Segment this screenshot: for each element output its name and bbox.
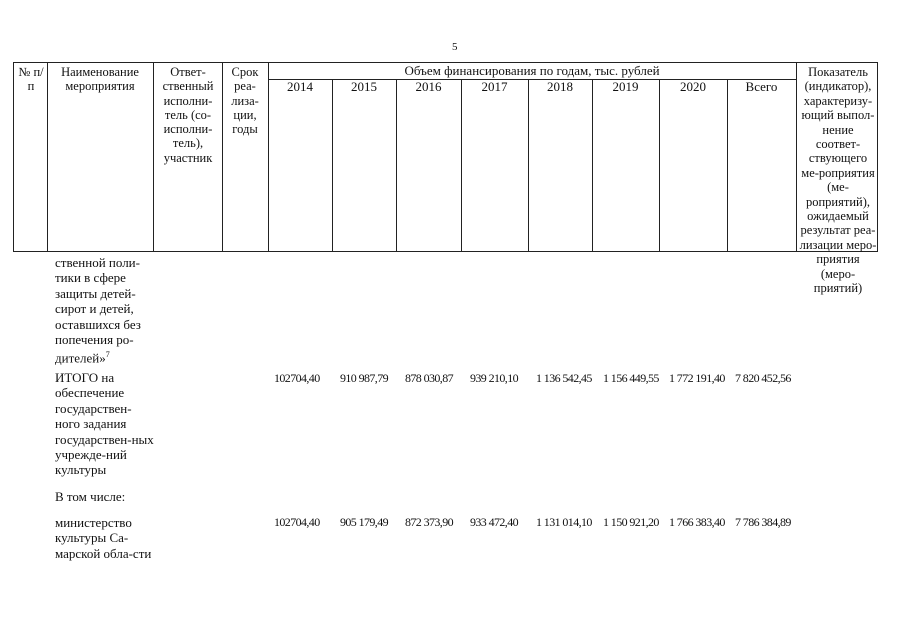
column-divider xyxy=(222,63,223,251)
ministry-value-2015: 905 179,49 xyxy=(340,515,389,529)
total-value-2018: 1 136 542,45 xyxy=(536,371,592,385)
ministry-value-2020: 1 766 383,40 xyxy=(669,515,725,529)
including-label: В том числе: xyxy=(55,489,126,504)
year-divider xyxy=(659,79,660,251)
continuation-label: ственной поли-тики в сфере защиты детей-сирот и детей, оставшихся без попечения ро-дителей» xyxy=(55,255,141,366)
column-divider xyxy=(47,63,48,251)
total-value-2017: 939 210,10 xyxy=(470,371,519,385)
total-value-all: 7 820 452,56 xyxy=(735,371,791,385)
year-divider xyxy=(332,79,333,251)
total-value-2019: 1 156 449,55 xyxy=(603,371,659,385)
ministry-value-2014: 102704,40 xyxy=(274,515,320,529)
year-header: 2016 xyxy=(415,79,442,94)
header-indicator: Показатель (индикатор), характеризу-ющий выпол-нение соответ-ствующего ме-роприятия (ме-роприятий), ожидаемый результат реа-лизации меро-приятия (меро-приятий) xyxy=(799,65,877,296)
header-term: Срок реа-лиза-ции, годы xyxy=(231,65,259,137)
year-header: 2015 xyxy=(351,79,377,94)
total-value-2016: 878 030,87 xyxy=(405,371,454,385)
column-divider xyxy=(796,63,797,251)
ministry-label: министерство культуры Са-марской обла-сти xyxy=(55,515,152,561)
page-number: 5 xyxy=(452,41,458,53)
ministry-value-2017: 933 472,40 xyxy=(470,515,519,529)
year-divider xyxy=(727,79,728,251)
column-divider xyxy=(153,63,154,251)
continuation-text xyxy=(55,255,155,366)
table-header xyxy=(13,62,878,296)
total-value-2020: 1 772 191,40 xyxy=(669,371,725,385)
ministry-value-2018: 1 131 014,10 xyxy=(536,515,592,529)
year-header: 2018 xyxy=(547,79,573,94)
total-label: ИТОГО на обеспечение государствен-ного задания государствен-ных учрежде-ний культуры xyxy=(55,370,154,478)
year-header: 2017 xyxy=(481,79,508,94)
header-name: Наименование мероприятия xyxy=(61,65,139,94)
year-divider xyxy=(396,79,397,251)
header-no: № п/п xyxy=(18,65,44,94)
year-divider xyxy=(528,79,529,251)
footnote-mark: 7 xyxy=(105,350,110,360)
ministry-value-2016: 872 373,90 xyxy=(405,515,454,529)
header-responsible: Ответ-ственный исполни-тель (со-исполни-тель), участник xyxy=(162,65,214,165)
ministry-value-2019: 1 150 921,20 xyxy=(603,515,659,529)
year-header: Всего xyxy=(745,79,778,94)
year-divider xyxy=(592,79,593,251)
header-funding: Объем финансирования по годам, тыс. рублей xyxy=(404,63,660,78)
total-value-2014: 102704,40 xyxy=(274,371,320,385)
year-header: 2020 xyxy=(680,79,706,94)
year-divider xyxy=(461,79,462,251)
year-header: 2014 xyxy=(287,79,313,94)
total-value-2015: 910 987,79 xyxy=(340,371,389,385)
year-header: 2019 xyxy=(612,79,639,94)
ministry-value-all: 7 786 384,89 xyxy=(735,515,791,529)
